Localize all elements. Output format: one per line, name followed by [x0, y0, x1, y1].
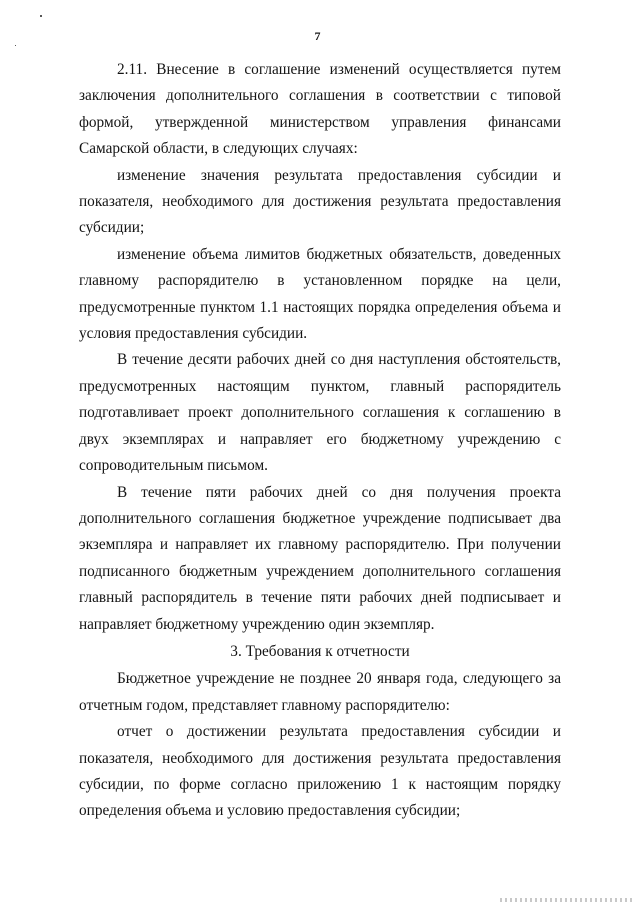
scan-artifact — [500, 898, 632, 902]
paragraph: 2.11. Внесение в соглашение изменений осуществляется путем заключения дополнительного соглашения в соответствии с типовой формой, утвержденной министерством управления финансами Самарской области, в следующих случаях: — [79, 61, 561, 158]
section-heading: 3. Требования к отчетности — [230, 642, 410, 660]
scan-speck — [40, 15, 42, 17]
paragraph: изменение объема лимитов бюджетных обязательств, доведенных главному распорядителю в установленном порядке на цели, предусмотренные пунктом 1.1 настоящих порядка определения объема и условия предоставления субсидии. — [79, 245, 561, 343]
paragraph: Бюджетное учреждение не позднее 20 января года, следующего за отчетным годом, представляет главному распорядителю: — [79, 670, 561, 714]
scan-speck — [15, 45, 16, 46]
paragraph: В течение пяти рабочих дней со дня получения проекта дополнительного соглашения бюджетное учреждение подписывает два экземпляра и направляет их главному распорядителю. При получении подписанного бюджетным учреждением дополнительного соглашения главный распорядитель в течение пяти рабочих дней подписывает и направляет бюджетному учреждению один экземпляр. — [79, 483, 561, 633]
page-number: 7 — [314, 29, 321, 43]
document-body — [79, 57, 561, 825]
paragraph: отчет о достижении результата предоставления субсидии и показателя, необходимого для достижения результата предоставления субсидии, по форме согласно приложению 1 к настоящим порядку определения объема и условию предоставления субсидии; — [79, 723, 561, 820]
paragraph: В течение десяти рабочих дней со дня наступления обстоятельств, предусмотренных настоящим пунктом, главный распорядитель подготавливает проект дополнительного соглашения к соглашению в двух экземплярах и направляет его бюджетному учреждению с сопроводительным письмом. — [79, 351, 561, 475]
paragraph: изменение значения результата предоставления субсидии и показателя, необходимого для достижения результата предоставления субсидии; — [79, 166, 561, 237]
